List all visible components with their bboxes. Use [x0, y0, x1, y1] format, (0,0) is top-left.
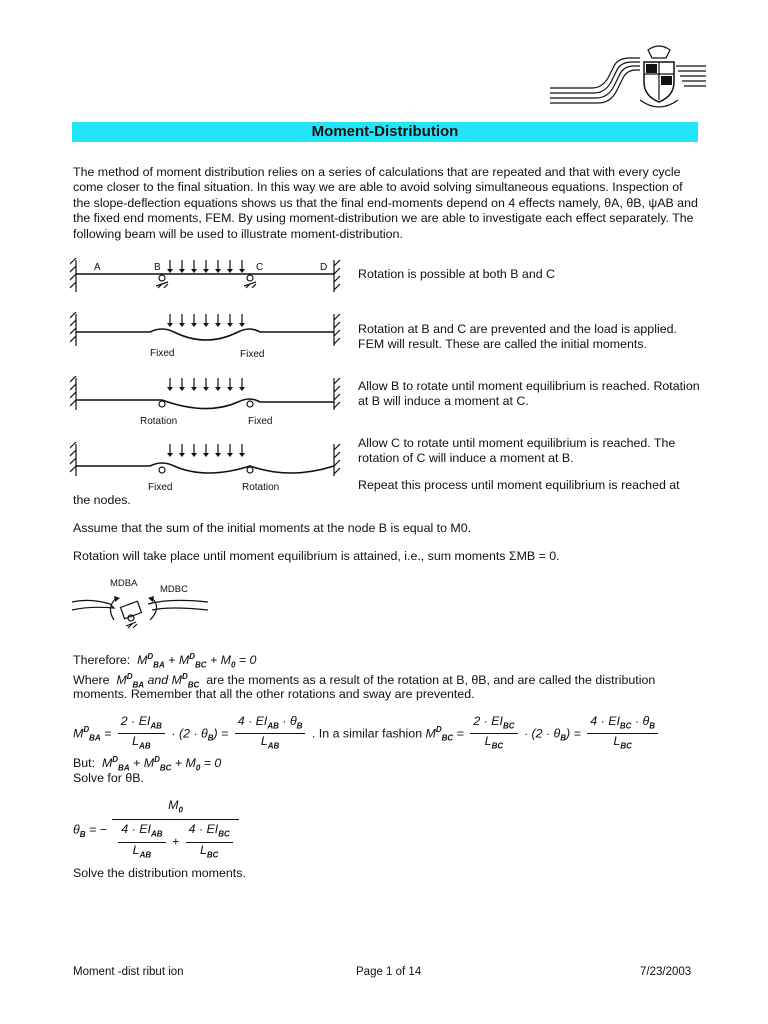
beam2-label-1: Fixed: [150, 348, 175, 359]
beam4-label-2: Rotation: [242, 482, 280, 493]
beam-diagram-1: [70, 256, 345, 316]
beam-text-3: Allow B to rotate until moment equilibrium is reached. Rotation at B will induce a moment at C.: [358, 379, 700, 408]
beam-label-b: B: [154, 262, 161, 273]
intro-paragraph: The method of moment distribution relies on a series of calculations that are repeated and that with every cycle come closer to the final situation. In this way we are able to avoid solving simultaneous equations. Inspection of the slope-deflection equations shows us that the final end-moments depend on 4 effects namely, θA, θB, ψAB and the fixed end moments, FEM. By using moment-distribution we are able to investigate each effect separately. The following beam will be used to illustrate moment-distribution.: [73, 165, 698, 241]
beam-label-d: D: [320, 262, 328, 273]
university-logo: [548, 40, 708, 112]
beam4-label-1: Fixed: [148, 482, 173, 493]
equation-theta-b: $\theta_B$ = − $M_0$ $\frac{4 \cdot EI_{AB}}{L_{AB}}$ + $\frac{4 \cdot EI_{BC}}{L_{BC}}$: [73, 798, 242, 865]
beam-diagram-4: [70, 440, 345, 500]
where-label: Where: [73, 673, 110, 688]
beam3-label-2: Fixed: [248, 416, 273, 427]
footer-date: 7/23/2003: [640, 966, 692, 978]
beam-text-1: Rotation is possible at both B and C: [358, 267, 555, 281]
footer-page-number: Page 1 of 14: [356, 966, 422, 978]
similar-text: . In a similar fashion: [311, 726, 423, 741]
beam2-label-2: Fixed: [240, 349, 265, 360]
beam-label-c: C: [256, 262, 264, 273]
assume-text: Assume that the sum of the initial moments at the node B is equal to M0.: [73, 521, 472, 535]
repeat-text: Repeat this process until moment equilibrium is reached at: [358, 478, 680, 492]
node-label-mbc: MDBC: [160, 584, 188, 595]
beam-diagram-3: [70, 374, 345, 434]
node-label-mba: MDBA: [110, 578, 138, 589]
where-continuation: moments. Remember that all the other rotations and sway are prevented.: [73, 687, 475, 701]
beam3-label-1: Rotation: [140, 416, 178, 427]
equation-sum-moments: $M^D_{BA} + M^D_{BC} + M_0 = 0$: [137, 652, 257, 670]
repeat-continuation: the nodes.: [73, 493, 131, 507]
equation-where-moments: $M^D_{BA}$ and $M^D_{BC}$: [116, 672, 200, 690]
where-text: are the moments as a result of the rotation at B, θB, and are called the distribution: [206, 673, 656, 688]
beam-text-2: Rotation at B and C are prevented and the load is applied. FEM will result. These are called the initial moments.: [358, 322, 677, 351]
beam-diagram-2: [70, 310, 345, 370]
rotation-text: Rotation will take place until moment equilibrium is attained, i.e., sum moments ΣMB = 0.: [73, 549, 560, 563]
footer-title: Moment -dist ribut ion: [73, 966, 184, 978]
beam-text-4: Allow C to rotate until moment equilibrium is reached. The rotation of C will induce a moment at B.: [358, 436, 676, 465]
but-label: But:: [73, 756, 96, 771]
equation-but: $M^D_{BA} + M^D_{BC} + M_0 = 0$: [101, 755, 222, 773]
equation-distribution-moments: $M^D_{BA}$ = $\frac{2 \cdot EI_{AB}}{L_{AB}}$ · $(2 \cdot \theta_B)$ = $\frac{4 \cdot EI_{AB} \cdot \theta_B}{L_{AB}}$ . In a similar fashion $M^D_{BC}$ = $\frac{2 \cdot EI_{BC}}{L_{BC}}$ · $(2 \cdot \theta_B)$ = $\frac{4 \cdot EI_{BC} \cdot \theta_B}{L_{BC}}$: [73, 714, 661, 754]
page-title: Moment-Distribution: [72, 122, 698, 142]
solve-distribution-text: Solve the distribution moments.: [73, 866, 246, 880]
therefore-label: Therefore:: [73, 653, 131, 668]
solve-theta-text: Solve for θB.: [73, 771, 144, 785]
node-moment-diagram: [70, 572, 220, 638]
beam-label-a: A: [94, 262, 101, 273]
